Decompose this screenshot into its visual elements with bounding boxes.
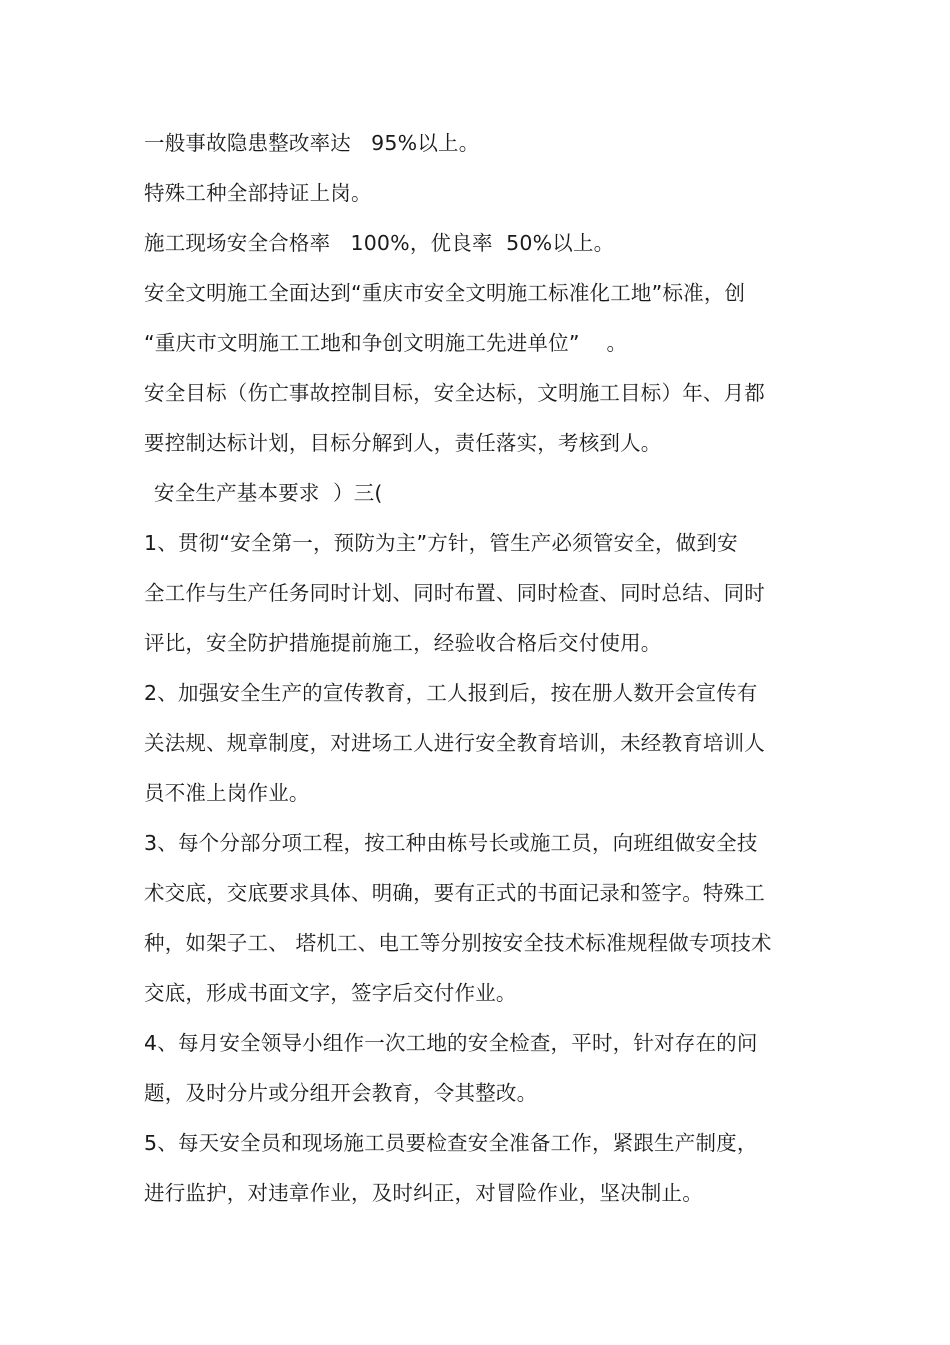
text-line: 1、贯彻“安全第一，预防为主”方针，管生产必须管安全，做到安: [144, 531, 738, 555]
text-line: 施工现场安全合格率 100%，优良率 50%以上。: [144, 231, 615, 255]
text-line: 题，及时分片或分组开会教育，令其整改。: [144, 1081, 538, 1105]
text-line: 关法规、规章制度，对进场工人进行安全教育培训，未经教育培训人: [144, 731, 765, 755]
text-line: 进行监护，对违章作业，及时纠正，对冒险作业，坚决制止。: [144, 1181, 703, 1205]
text-line: 术交底，交底要求具体、明确，要有正式的书面记录和签字。特殊工: [144, 881, 765, 905]
text-line: 交底，形成书面文字，签字后交付作业。: [144, 981, 517, 1005]
text-line: 2、加强安全生产的宣传教育，工人报到后，按在册人数开会宣传有: [144, 681, 758, 705]
text-line: 安全文明施工全面达到“重庆市安全文明施工标准化工地”标准，创: [144, 281, 746, 305]
text-line: “重庆市文明施工工地和争创文明施工先进单位” 。: [144, 331, 628, 355]
text-line: 员不准上岗作业。: [144, 781, 310, 805]
section-heading: 安全生产基本要求 ）三(: [154, 481, 383, 505]
text-line: 安全目标（伤亡事故控制目标，安全达标，文明施工目标）年、月都: [144, 381, 765, 405]
document-body: [144, 118, 784, 1218]
text-line: 特殊工种全部持证上岗。: [144, 181, 372, 205]
text-line: 要控制达标计划，目标分解到人，责任落实，考核到人。: [144, 431, 662, 455]
text-line: 5、每天安全员和现场施工员要检查安全准备工作，紧跟生产制度，: [144, 1131, 758, 1155]
text-line: 种，如架子工、 塔机工、电工等分别按安全技术标准规程做专项技术: [144, 931, 772, 955]
text-line: 3、每个分部分项工程，按工种由栋号长或施工员，向班组做安全技: [144, 831, 758, 855]
text-line: 一般事故隐患整改率达 95%以上。: [144, 131, 480, 155]
text-line: 评比，安全防护措施提前施工，经验收合格后交付使用。: [144, 631, 662, 655]
text-line: 全工作与生产任务同时计划、同时布置、同时检查、同时总结、同时: [144, 581, 765, 605]
text-line: 4、每月安全领导小组作一次工地的安全检查，平时，针对存在的问: [144, 1031, 758, 1055]
